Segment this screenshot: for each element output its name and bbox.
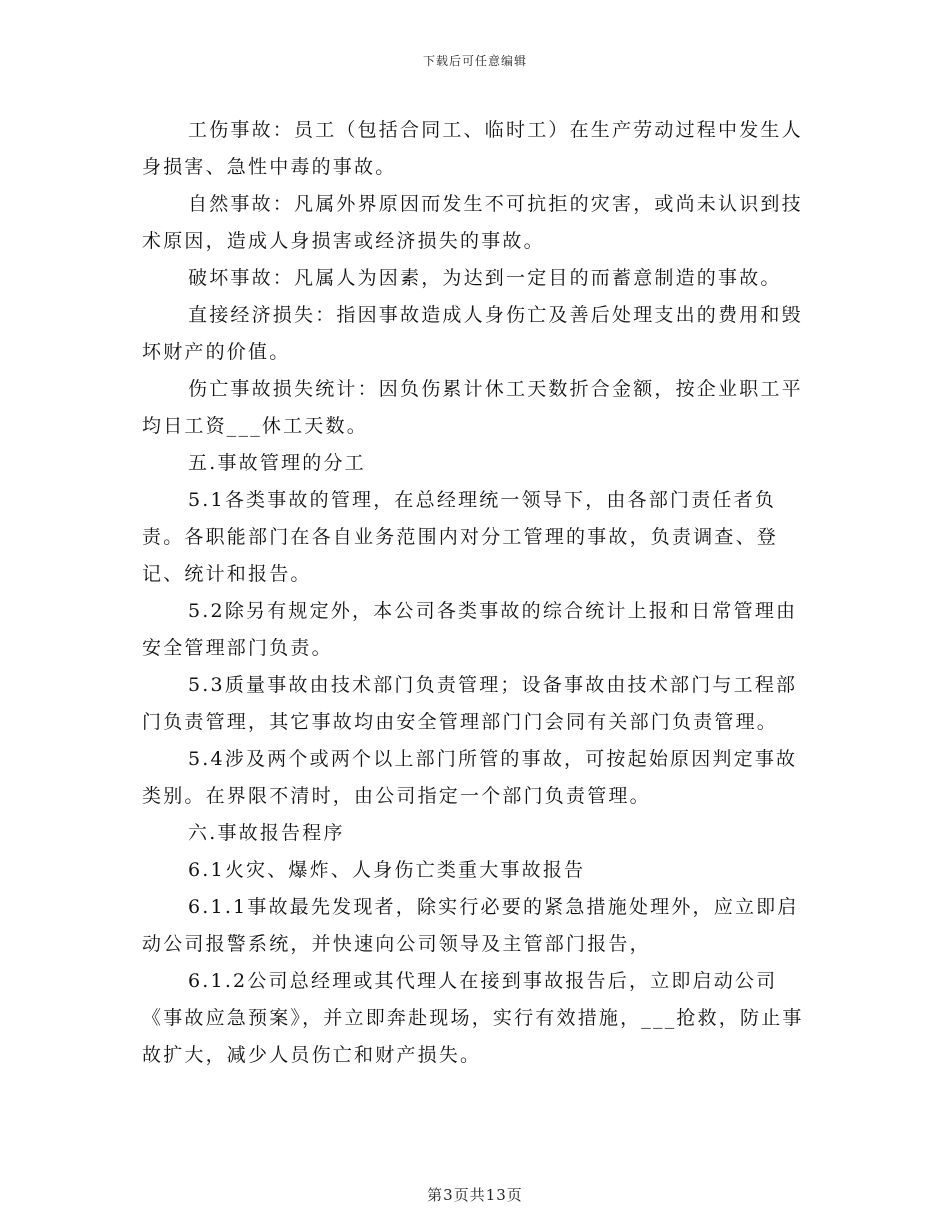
page-number: 第3页共13页: [427, 1186, 523, 1204]
section-heading-6: 六.事故报告程序: [188, 822, 345, 844]
paragraph-6-1-2: 6.1.2公司总经理或其代理人在接到事故报告后，立即启动公司《事故应急预案》，并立即奔赴现场，实行有效措施，___抢救，防止事故扩大，减少人员伤亡和财产损失。: [142, 970, 804, 1066]
paragraph-natural-accident: 自然事故：凡属外界原因而发生不可抗拒的灾害，或尚未认识到技术原因，造成人身损害或经济损失的事故。: [142, 193, 803, 252]
paragraph-sabotage-accident: 破坏事故：凡属人为因素，为达到一定目的而蓄意制造的事故。: [188, 267, 782, 289]
paragraph-6-1-1: 6.1.1事故最先发现者，除实行必要的紧急措施处理外，应立即启动公司报警系统，并快速向公司领导及主管部门报告，: [142, 896, 799, 955]
paragraph-5-1: 5.1各类事故的管理，在总经理统一领导下，由各部门责任者负责。各职能部门在各自业务范围内对分工管理的事故，负责调查、登记、统计和报告。: [142, 489, 779, 585]
paragraph-casualty-stats: 伤亡事故损失统计：因负伤累计休工天数折合金额，按企业职工平均日工资___休工天数。: [142, 378, 803, 437]
section-heading-5: 五.事故管理的分工: [188, 452, 366, 474]
document-body: [142, 112, 812, 1074]
page-header: 下载后可任意编辑: [422, 54, 527, 68]
paragraph-direct-loss: 直接经济损失：指因事故造成人身伤亡及善后处理支出的费用和毁坏财产的价值。: [142, 304, 803, 363]
paragraph-5-2: 5.2除另有规定外，本公司各类事故的综合统计上报和日常管理由安全管理部门负责。: [142, 600, 798, 659]
paragraph-5-4: 5.4涉及两个或两个以上部门所管的事故，可按起始原因判定事故类别。在界限不清时，由公司指定一个部门负责管理。: [142, 748, 798, 807]
paragraph-work-injury: 工伤事故：员工（包括合同工、临时工）在生产劳动过程中发生人身损害、急性中毒的事故。: [142, 119, 803, 178]
paragraph-6-1: 6.1火灾、爆炸、人身伤亡类重大事故报告: [188, 859, 586, 881]
paragraph-5-3: 5.3质量事故由技术部门负责管理；设备事故由技术部门与工程部门负责管理，其它事故均由安全管理部门门会同有关部门负责管理。: [142, 674, 798, 733]
